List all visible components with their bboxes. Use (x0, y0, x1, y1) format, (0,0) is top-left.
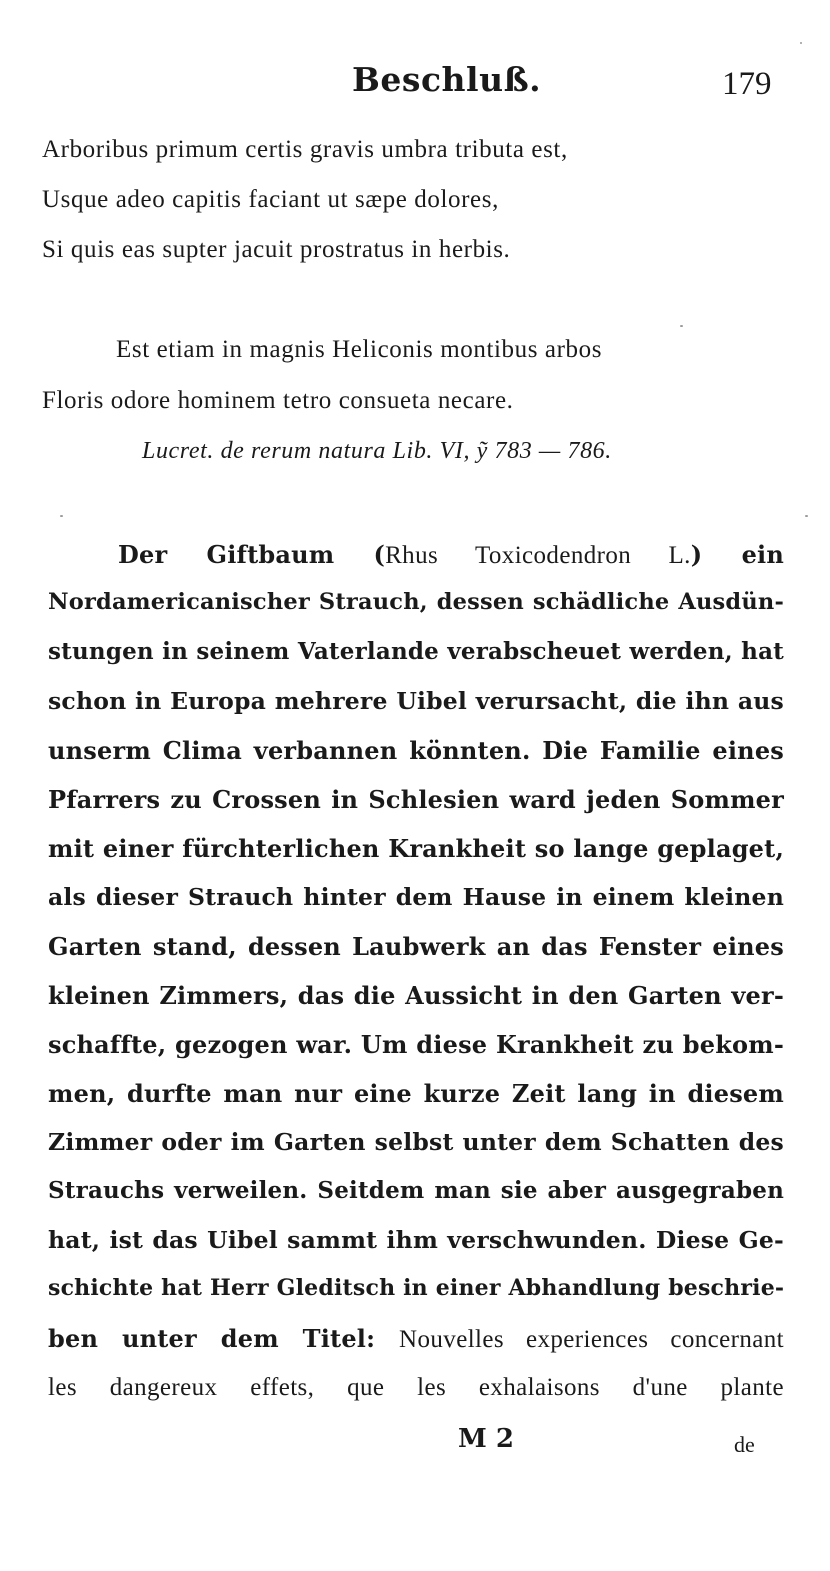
verse-line: Floris odore hominem tetro consueta necare. (42, 387, 514, 414)
citation: Lucret. de rerum natura Lib. VI, ỹ 783 — 786. (142, 438, 612, 464)
catchword: de (734, 1432, 755, 1457)
body-line: hat, ist das Uibel sammt ihm verschwunden. Diese Ge- (48, 1226, 784, 1254)
body-line-part: ben unter dem Titel: (48, 1324, 400, 1353)
body-line: Pfarrers zu Crossen in Schlesien ward jeden Sommer (48, 785, 784, 814)
print-speck (680, 325, 683, 327)
body-line: schon in Europa mehrere Uibel verursacht, die ihn aus (48, 687, 784, 715)
body-line (48, 1373, 784, 1402)
body-line: Garten stand, dessen Laubwerk an das Fenster eines (48, 932, 784, 961)
body-line: Zimmer oder im Garten selbst unter dem Schatten des (48, 1128, 784, 1156)
verse-line: Si quis eas supter jacuit prostratus in herbis. (42, 236, 511, 263)
body-line (48, 1324, 784, 1354)
verse-line: Usque adeo capitis faciant ut sæpe dolores, (42, 186, 499, 213)
body-line: schaffte, gezogen war. Um diese Krankheit zu bekom- (48, 1030, 784, 1059)
body-line: kleinen Zimmers, das die Aussicht in den Garten ver- (48, 981, 784, 1010)
latin-title: Nouvelles experiences concernant (399, 1326, 784, 1353)
verse-line: Est etiam in magnis Heliconis montibus arbos (116, 336, 603, 363)
body-line: mit einer fürchterlichen Krankheit so lange geplaget, (48, 834, 784, 863)
verse-line: Arboribus primum certis gravis umbra tributa est, (42, 136, 568, 163)
body-line (118, 540, 784, 570)
print-speck (60, 515, 63, 517)
print-speck (805, 515, 808, 517)
body-line: men, durfte man nur eine kurze Zeit lang in diesem (48, 1079, 784, 1108)
body-line: unserm Clima verbannen könnten. Die Familie eines (48, 736, 784, 765)
signature-mark: M 2 (458, 1424, 514, 1454)
print-speck (800, 42, 802, 44)
body-line: als dieser Strauch hinter dem Hause in einem kleinen (48, 883, 784, 911)
body-line-part: Der Giftbaum ( (118, 540, 386, 569)
latin-title: les dangereux effets, que les exhalaisons d'une plante (48, 1374, 784, 1401)
latin-name: Rhus Toxicodendron L. (385, 542, 691, 569)
body-line: stungen in seinem Vaterlande verabscheuet werden, hat (48, 638, 784, 665)
body-line-part: ) ein (690, 540, 784, 569)
body-line: Nordamericanischer Strauch, dessen schädliche Ausdün- (48, 589, 784, 615)
body-line: Strauchs verweilen. Seitdem man sie aber ausgegraben (48, 1177, 784, 1204)
body-line: schichte hat Herr Gleditsch in einer Abhandlung beschrie- (48, 1275, 785, 1301)
page-number: 179 (722, 66, 772, 102)
running-head: Beschluß. (352, 60, 542, 99)
